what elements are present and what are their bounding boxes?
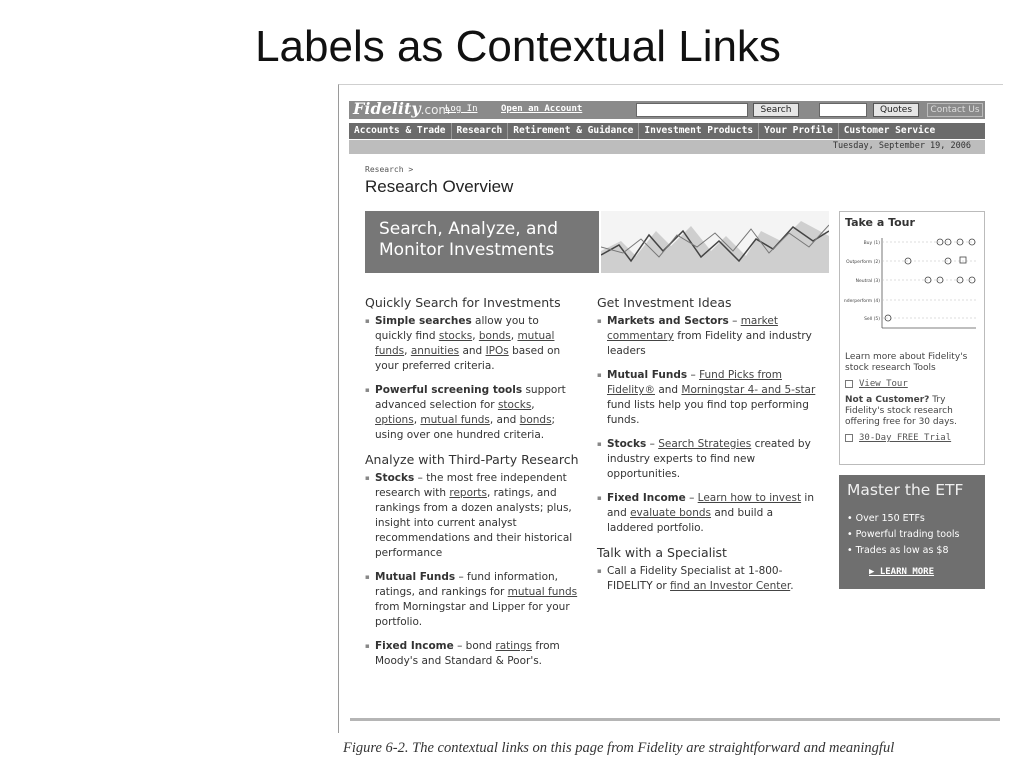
list-item: ▪ Mutual Funds – Fund Picks from Fidelity® and Morningstar 4- and 5-star fund lists help you find top performing funds. [597, 368, 817, 428]
learn-invest-link[interactable]: Learn how to invest [697, 492, 802, 504]
bonds-link[interactable]: bonds [478, 330, 511, 342]
divider [350, 718, 1000, 721]
tour-text: Learn more about Fidelity's stock research Tools View Tour Not a Customer? Try Fidelity's stock research offering free for 30 days. 30-Day FREE Trial [845, 352, 981, 444]
ideas-heading: Get Investment Ideas [597, 295, 732, 310]
figure-caption: Figure 6-2. The contextual links on this page from Fidelity are straightforward and meaningful [343, 740, 895, 756]
rating-neutral-label: Neutral (3) [855, 279, 880, 284]
date-bar [349, 140, 985, 154]
login-link[interactable]: Log In [445, 104, 478, 114]
square-bullet-icon [845, 434, 853, 442]
etf-bullet: Over 150 ETFs [855, 513, 925, 524]
morningstar-link[interactable]: Morningstar 4- and 5-star [681, 384, 816, 396]
take-tour-box [839, 211, 985, 465]
list-item: ▪ Fixed Income – Learn how to invest in and evaluate bonds and build a laddered portfolio. [597, 491, 817, 536]
mutual-funds-link[interactable]: mutual funds [507, 586, 578, 598]
nav-retirement-guidance[interactable]: Retirement & Guidance [508, 123, 639, 139]
hero-chart-graphic [601, 211, 829, 273]
square-bullet-icon [845, 380, 853, 388]
nav-your-profile[interactable]: Your Profile [759, 123, 839, 139]
middle-column [597, 295, 817, 603]
quotes-button[interactable]: Quotes [873, 103, 919, 117]
nav-research[interactable]: Research [452, 123, 509, 139]
nav-investment-products[interactable]: Investment Products [639, 123, 759, 139]
etf-bullet: Powerful trading tools [855, 529, 960, 540]
learn-more-link[interactable]: ▶ LEARN MORE [869, 567, 935, 577]
list-item: ▪ Markets and Sectors – market commentary from Fidelity and industry leaders [597, 314, 817, 359]
investor-center-link[interactable]: find an Investor Center [670, 580, 791, 592]
list-item: ▪ Mutual Funds – fund information, ratings, and rankings for mutual funds from Morningstar and Lipper for your portfolio. [365, 570, 579, 630]
search-heading: Quickly Search for Investments [365, 295, 561, 310]
search-strategies-link[interactable]: Search Strategies [658, 438, 752, 450]
market-commentary-link[interactable]: market commentary [607, 315, 778, 342]
breadcrumb[interactable]: Research > [365, 165, 414, 174]
slide-title: Labels as Contextual Links [255, 22, 781, 71]
talk-heading: Talk with a Specialist [597, 545, 727, 560]
hero-text: Search, Analyze, and Monitor Investments [365, 211, 599, 273]
current-date: Tuesday, September 19, 2006 [832, 141, 971, 151]
nav-accounts-trade[interactable]: Accounts & Trade [349, 123, 452, 139]
rating-sell-label: Sell (5) [864, 317, 880, 322]
list-item: ▪ Fixed Income – bond ratings from Moody's and Standard & Poor's. [365, 639, 579, 669]
open-account-link[interactable]: Open an Account [501, 104, 583, 114]
ratings-link[interactable]: ratings [495, 640, 532, 652]
tour-chart-graphic [844, 232, 980, 350]
list-item: ▪ Simple searches allow you to quickly find stocks, bonds, mutual funds, annuities and IPOs based on your preferred criteria. [365, 314, 579, 374]
screenshot-figure [338, 84, 1003, 733]
etf-promo[interactable] [839, 475, 985, 589]
top-bar [349, 101, 985, 119]
analyze-heading: Analyze with Third-Party Research [365, 452, 579, 467]
ipos-link[interactable]: IPOs [485, 345, 509, 357]
rating-buy-label: Buy (1) [863, 241, 880, 246]
view-tour-link[interactable]: View Tour [859, 379, 908, 389]
search-input[interactable] [636, 103, 748, 117]
list-item: ▪ Stocks – the most free independent research with reports, ratings, and rankings from a dozen analysts; plus, insight into current analyst recommendations and their historical performance [365, 471, 579, 561]
page-title: Research Overview [365, 177, 514, 196]
mutual-funds-link[interactable]: mutual funds [375, 330, 555, 357]
rating-underperform-label: Underperform (4) [844, 299, 880, 304]
rating-outperform-label: Outperform (2) [846, 260, 880, 265]
annuities-link[interactable]: annuities [410, 345, 460, 357]
tour-description: Learn more about Fidelity's stock research Tools [845, 352, 968, 373]
fund-picks-link[interactable]: Fund Picks from Fidelity® [607, 369, 782, 396]
stocks-link[interactable]: stocks [438, 330, 473, 342]
hero-banner [365, 211, 829, 273]
etf-bullet: Trades as low as $8 [855, 545, 949, 556]
left-column [365, 295, 579, 678]
free-trial-link[interactable]: 30-Day FREE Trial [859, 433, 952, 443]
list-item: ▪ Call a Fidelity Specialist at 1-800-FIDELITY or find an Investor Center. [597, 564, 817, 594]
fidelity-logo[interactable]: Fidelity.com [353, 99, 451, 118]
list-item: ▪ Powerful screening tools support advanced selection for stocks, options, mutual funds, and bonds; using over one hundred criteria. [365, 383, 579, 443]
nav-customer-service[interactable]: Customer Service [843, 125, 936, 136]
etf-title: Master the ETF [847, 481, 964, 499]
mutual-funds-link[interactable]: mutual funds [420, 414, 490, 426]
bonds-link[interactable]: bonds [519, 414, 552, 426]
reports-link[interactable]: reports [449, 487, 487, 499]
stocks-link[interactable]: stocks [497, 399, 532, 411]
options-link[interactable]: options [375, 414, 414, 426]
etf-bullets: • Over 150 ETFs • Powerful trading tools • Trades as low as $8 [847, 513, 960, 556]
evaluate-bonds-link[interactable]: evaluate bonds [630, 507, 712, 519]
list-item: ▪ Stocks – Search Strategies created by industry experts to find new opportunities. [597, 437, 817, 482]
search-button[interactable]: Search [753, 103, 799, 117]
tour-title: Take a Tour [845, 216, 915, 229]
quotes-input[interactable] [819, 103, 867, 117]
contact-us-button[interactable]: Contact Us [927, 103, 983, 117]
main-nav [349, 123, 985, 139]
